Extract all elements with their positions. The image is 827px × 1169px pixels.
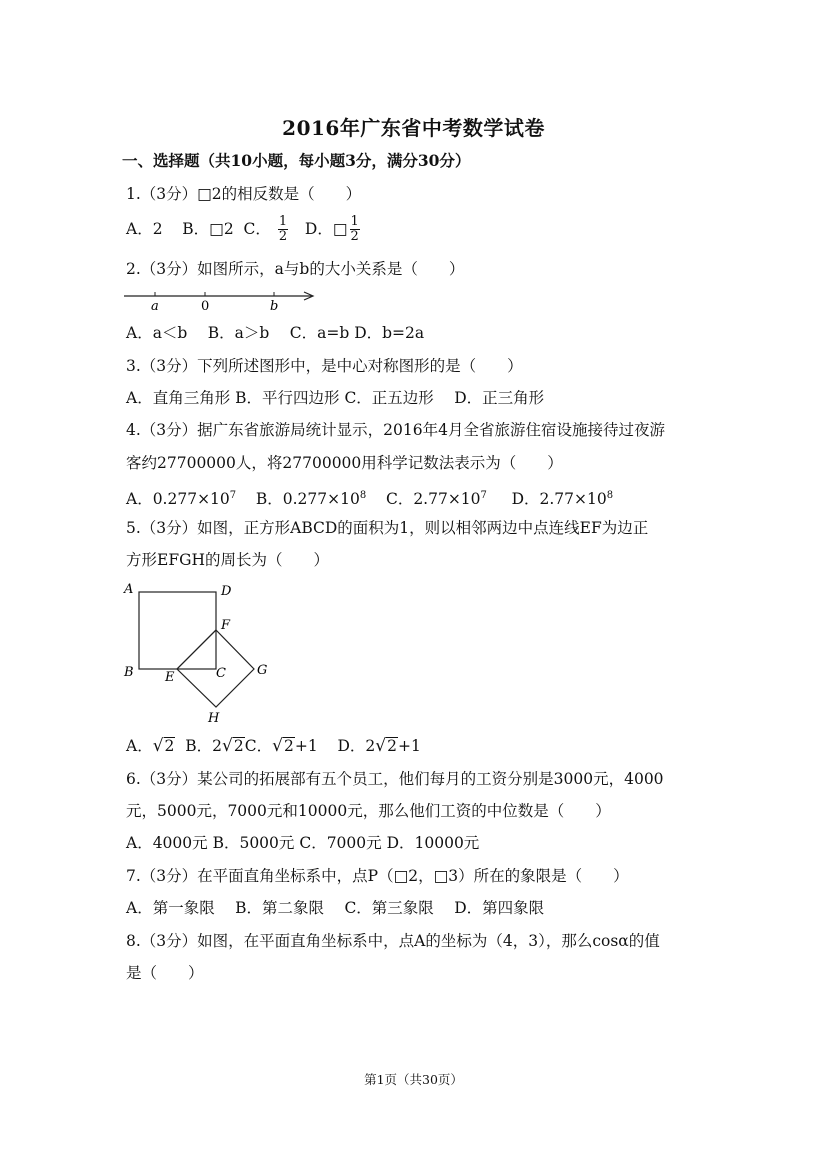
square-figure — [118, 578, 278, 728]
label-a: a — [151, 299, 159, 314]
q5-option-d: D．2√2+1 — [337, 736, 421, 756]
question-4-stem-line2: 客约27700000人，将27700000用科学记数法表示为（ ） — [126, 454, 563, 472]
q5-option-b: B．2√2 — [185, 736, 244, 756]
q1-option-a: A．2 — [126, 219, 163, 238]
question-8-stem-line1: 8.（3分）如图，在平面直角坐标系中，点A的坐标为（4，3），那么cosα的值 — [126, 932, 660, 950]
label-0: 0 — [201, 299, 210, 314]
q4-option-c: C．$2.77\times 10^7$ — [385, 490, 487, 509]
question-8-stem-line2: 是（ ） — [126, 964, 204, 982]
label-b: b — [270, 299, 279, 314]
label-H: H — [208, 711, 220, 726]
question-7-stem: 7.（3分）在平面直角坐标系中，点P（□2，□3）所在的象限是（ ） — [126, 867, 629, 885]
question-4-options — [126, 485, 706, 510]
section-heading: 一、选择题（共10小题，每小题3分，满分30分） — [122, 151, 471, 170]
q5-option-c: C．√2+1 — [244, 736, 318, 756]
q1-fraction-c: $\frac{1}{2}$ — [278, 214, 288, 244]
page-footer: 第1页（共30页） — [364, 1072, 463, 1087]
square-abcd — [139, 592, 216, 669]
q1-option-c: C． — [243, 219, 271, 238]
question-2-options: A．a＜b B．a＞b C．a=b D．b=2a — [126, 324, 425, 342]
label-D: D — [221, 584, 232, 599]
question-5-options — [126, 735, 706, 757]
page-title: 2016年广东省中考数学试卷 — [282, 116, 545, 140]
question-2-stem: 2.（3分）如图所示，a与b的大小关系是（ ） — [126, 260, 465, 278]
label-C: C — [216, 666, 226, 681]
question-1-stem: 1.（3分）□2的相反数是（ ） — [126, 185, 362, 203]
label-G: G — [257, 663, 268, 678]
q4-option-d: D．$2.77\times 10^8$ — [511, 490, 614, 509]
question-5-stem-line2: 方形EFGH的周长为（ ） — [126, 551, 329, 569]
q1-fraction-d: $\frac{1}{2}$ — [350, 214, 359, 244]
question-6-stem-line1: 6.（3分）某公司的拓展部有五个员工，他们每月的工资分别是3000元，4000 — [126, 770, 664, 788]
question-3-stem: 3.（3分）下列所述图形中，是中心对称图形的是（ ） — [126, 357, 523, 375]
q1-option-d: D．□ — [304, 219, 348, 238]
q5-option-a: A．√2 — [126, 736, 175, 756]
segment-ef — [177, 630, 216, 669]
question-1-options — [126, 215, 706, 244]
label-F: F — [221, 618, 231, 633]
question-7-options: A．第一象限 B．第二象限 C．第三象限 D．第四象限 — [126, 899, 545, 917]
q4-option-a: A．$0.277\times 10^7$ — [126, 490, 237, 509]
q1-option-b: B．□2 — [182, 219, 234, 238]
question-3-options: A．直角三角形 B．平行四边形 C．正五边形 D．正三角形 — [126, 389, 545, 407]
q4-option-b: B．$0.277\times 10^8$ — [255, 490, 367, 509]
question-4-stem-line1: 4.（3分）据广东省旅游局统计显示，2016年4月全省旅游住宿设施接待过夜游 — [126, 421, 665, 439]
label-E: E — [165, 670, 175, 685]
question-6-stem-line2: 元，5000元，7000元和10000元，那么他们工资的中位数是（ ） — [126, 802, 611, 820]
number-line-figure — [120, 286, 320, 314]
label-A: A — [124, 582, 134, 597]
label-B: B — [124, 665, 134, 680]
question-5-stem-line1: 5.（3分）如图，正方形ABCD的面积为1，则以相邻两边中点连线EF为边正 — [126, 519, 649, 537]
question-6-options: A．4000元 B．5000元 C．7000元 D．10000元 — [126, 834, 480, 852]
